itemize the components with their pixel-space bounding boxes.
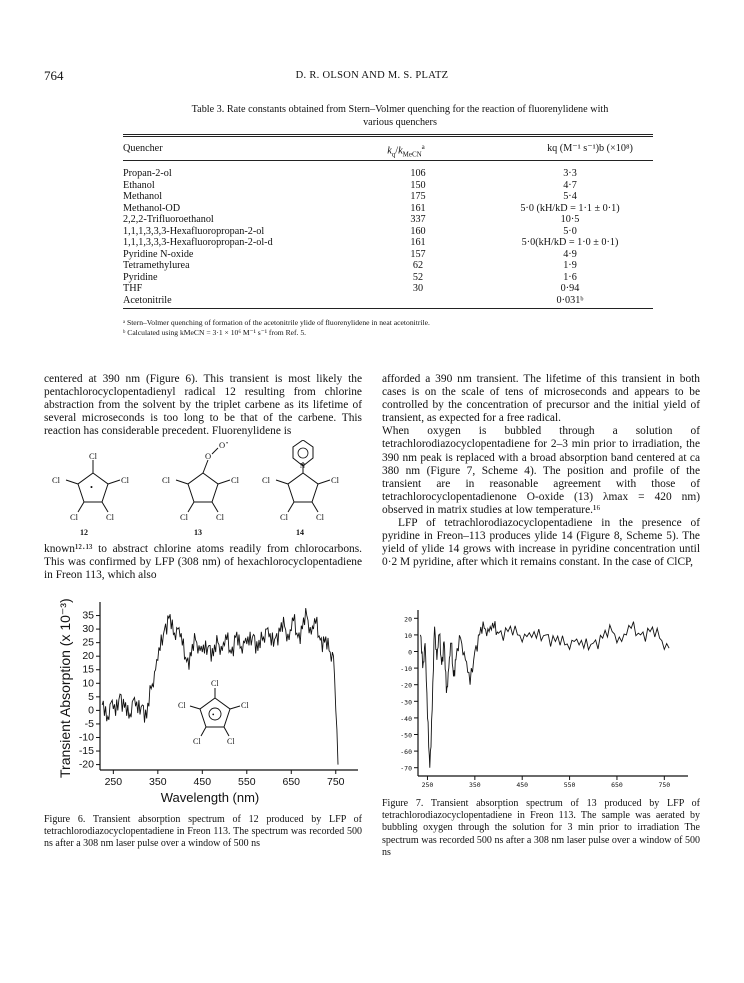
table-row bbox=[123, 226, 663, 238]
y-tick-label: -50 bbox=[400, 731, 412, 740]
table-caption-line2: various quenchers bbox=[363, 116, 437, 128]
right-para3: LFP of tetrachlorodiazocyclopentadiene in the presence of pyridine in Freon–113 produces ylide 14 (Figure 8, Scheme 5). The yield of ylide 14 grows with increase in pyridine concentration until 0·2 M pyridine, after which it remains constant. In the case of ClCP, bbox=[382, 517, 700, 569]
ratio-cell: 62 bbox=[412, 260, 424, 271]
table-bottom-rule bbox=[123, 308, 653, 309]
x-tick-label: 750 bbox=[658, 781, 671, 789]
right-para2: When oxygen is bubbled through a solution of tetrachlorodiazocyclopentadiene for 2–3 min prior to irradiation, the 390 nm peak is replaced with a broad absorption band centered at ca 380 nm (Figure 7, Scheme 4). The position and profile of the transient are in reasonable agreement with those of tetrachlorocyclopentadienone O-oxide (13) λmax = 420 nm) observed in matrix studies at low temperature.¹⁶ bbox=[382, 425, 700, 516]
figure-7-caption bbox=[382, 798, 700, 859]
table-row bbox=[123, 260, 663, 272]
table-row bbox=[123, 180, 663, 192]
fig6-inset-structure bbox=[178, 679, 249, 746]
atom-cl: Cl bbox=[216, 512, 225, 522]
rate-table bbox=[123, 168, 663, 306]
atom-cl: Cl bbox=[121, 475, 130, 485]
y-tick-label: 25 bbox=[82, 636, 94, 649]
x-tick-label: 350 bbox=[468, 781, 481, 789]
left-para1: centered at 390 nm (Figure 6). This transient is most likely the pentachlorocyclopentadienyl radical 12 resulting from chlorine abstraction from the solvent by the triplet carbene as its lifetime of several microseconds is too long to be that of the carbene. This reaction has considerable precedent. Fluorenylidene is bbox=[44, 373, 362, 438]
left-column-para2 bbox=[44, 543, 362, 582]
ratio-cell bbox=[359, 295, 477, 307]
kq-cell: 5·0(kH/kD = 1·0 ± 0·1) bbox=[521, 237, 619, 248]
chemical-structures bbox=[48, 440, 358, 540]
y-tick-label: -10 bbox=[78, 731, 94, 744]
fig7-caption-text: Figure 7. Transient absorption spectrum of 13 produced by LFP of tetrachlorodiazocyclopentadiene in Freon 113. The sample was aerated by bubbling oxygen through the solution for 3 min prior to irradiation The spectrum was recorded 500 ns after a 308 nm laser pulse over a window of 500 ns bbox=[382, 798, 700, 858]
kq-cell: 0·94 bbox=[560, 283, 580, 294]
right-para1: afforded a 390 nm transient. The lifetime of this transient in both cases is on the scale of tens of microseconds and appears to be controlled by the concentration of precursor and the initial yield of transient, as expected for a free radical. bbox=[382, 373, 700, 425]
y-tick-label: -20 bbox=[78, 758, 94, 771]
table-row bbox=[123, 214, 663, 226]
atom-cl: Cl bbox=[180, 512, 189, 522]
atom-cl: Cl bbox=[52, 475, 61, 485]
atom-cl: Cl bbox=[231, 475, 240, 485]
ratio-cell: 337 bbox=[410, 214, 426, 225]
y-tick-label: -5 bbox=[84, 717, 94, 730]
label-14: 14 bbox=[296, 528, 304, 537]
x-tick-label: 250 bbox=[421, 781, 434, 789]
atom-cl: Cl bbox=[227, 737, 235, 746]
fig6-ylabel: Transient Absorption (x 10⁻³) bbox=[57, 598, 73, 778]
y-tick-label: -10 bbox=[400, 665, 412, 674]
y-tick-label: -15 bbox=[78, 745, 94, 758]
y-tick-label: -30 bbox=[400, 698, 412, 707]
table-row bbox=[123, 203, 663, 215]
table-body bbox=[123, 168, 663, 306]
inset-radical: • bbox=[212, 711, 215, 719]
y-tick-label: 35 bbox=[82, 609, 94, 622]
ratio-cell: 157 bbox=[410, 248, 426, 260]
quencher-cell: Methanol-OD bbox=[123, 202, 181, 214]
x-tick-label: 650 bbox=[282, 776, 301, 788]
y-tick-label: 10 bbox=[404, 631, 412, 640]
structure-12 bbox=[52, 451, 130, 522]
kq-cell: 4·9 bbox=[563, 248, 577, 260]
atom-cl: Cl bbox=[316, 512, 325, 522]
quencher-cell: Pyridine bbox=[123, 271, 158, 283]
y-tick-label: 15 bbox=[82, 663, 94, 676]
left-para2: known¹²·¹³ to abstract chlorine atoms readily from chlorocarbons. This was confirmed by LFP (308 nm) of hexachlorocyclopentadiene in Freon 113, which also bbox=[44, 543, 362, 582]
atom-n: N bbox=[300, 462, 306, 470]
x-tick-label: 750 bbox=[326, 776, 345, 788]
table-caption-line1: Table 3. Rate constants obtained from Stern–Volmer quenching for the reaction of fluorenylidene with bbox=[191, 104, 609, 115]
y-tick-label: 20 bbox=[82, 650, 94, 663]
ratio-cell: 175 bbox=[410, 191, 426, 202]
spectrum-line bbox=[102, 608, 338, 765]
quencher-cell: Pyridine N-oxide bbox=[123, 248, 194, 260]
atom-cl: Cl bbox=[331, 475, 340, 485]
y-tick-label: 10 bbox=[82, 677, 94, 690]
table-row bbox=[123, 237, 663, 249]
kq-cell: 1·6 bbox=[563, 271, 577, 283]
footnote-b: ᵇ Calculated using kMeCN = 3·1 × 10⁶ M⁻¹ s⁻¹ from Ref. 5. bbox=[123, 328, 307, 337]
quencher-cell: Acetonitrile bbox=[123, 294, 172, 306]
y-tick-label: -20 bbox=[400, 681, 412, 690]
kq-cell: 5·0 (kH/kD = 1·1 ± 0·1) bbox=[520, 202, 620, 214]
ratio-cell: 106 bbox=[410, 168, 426, 179]
kq-cell: 5·0 bbox=[563, 225, 577, 237]
ratio-cell: 30 bbox=[412, 283, 424, 294]
left-column-para1 bbox=[44, 373, 362, 438]
kq-cell: 0·031ᵇ bbox=[556, 294, 584, 306]
atom-o: O bbox=[219, 440, 226, 450]
table-row bbox=[123, 272, 663, 284]
y-tick-label: 30 bbox=[82, 623, 94, 636]
x-tick-label: 650 bbox=[611, 781, 623, 789]
quencher-cell: 1,1,1,3,3,3-Hexafluoropropan-2-ol-d bbox=[123, 237, 273, 248]
x-tick-label: 350 bbox=[149, 776, 167, 788]
label-12: 12 bbox=[80, 528, 88, 537]
y-tick-label: 0 bbox=[408, 648, 412, 657]
figure-7-chart bbox=[388, 600, 698, 790]
y-tick-label: -60 bbox=[400, 748, 412, 757]
quencher-cell: Propan-2-ol bbox=[123, 168, 172, 179]
table-header-rule bbox=[123, 160, 653, 161]
table-top-rule bbox=[123, 134, 653, 135]
atom-cl: Cl bbox=[280, 512, 289, 522]
table-col-kq: kq (M⁻¹ s⁻¹)b (×10⁸) bbox=[547, 143, 633, 154]
table-row bbox=[123, 295, 663, 307]
x-tick-label: 450 bbox=[193, 776, 212, 788]
quencher-cell: 2,2,2-Trifluoroethanol bbox=[123, 214, 214, 225]
radical-dot: • bbox=[90, 482, 93, 492]
table-row bbox=[123, 249, 663, 261]
x-tick-label: 550 bbox=[563, 781, 576, 789]
table-row bbox=[123, 191, 663, 203]
table-col-quencher: Quencher bbox=[123, 143, 163, 154]
atom-cl: Cl bbox=[262, 475, 271, 485]
atom-cl: Cl bbox=[162, 475, 171, 485]
y-tick-label: 0 bbox=[88, 704, 94, 717]
figure-6-chart bbox=[40, 590, 370, 805]
table-top-rule-2 bbox=[123, 136, 653, 137]
y-tick-label: 5 bbox=[88, 690, 94, 703]
y-tick-label: 20 bbox=[404, 615, 412, 624]
y-tick-label: -40 bbox=[400, 714, 412, 723]
o-radical: • bbox=[226, 441, 229, 447]
structure-14 bbox=[262, 440, 340, 522]
x-tick-label: 250 bbox=[104, 776, 123, 788]
ratio-cell: 161 bbox=[410, 202, 426, 214]
kq-cell: 1·9 bbox=[563, 260, 577, 271]
running-head: D. R. OLSON AND M. S. PLATZ bbox=[295, 70, 449, 81]
ratio-cell: 160 bbox=[410, 225, 426, 237]
quencher-cell: Ethanol bbox=[123, 179, 155, 191]
spectrum-line bbox=[420, 621, 669, 768]
right-column bbox=[382, 373, 700, 569]
table-footnotes bbox=[123, 318, 683, 338]
x-tick-label: 550 bbox=[238, 776, 256, 788]
table-caption bbox=[100, 104, 700, 129]
quencher-cell: Methanol bbox=[123, 191, 163, 202]
y-tick-label: -70 bbox=[400, 764, 412, 773]
quencher-cell: Tetramethylurea bbox=[123, 260, 190, 271]
quencher-cell: THF bbox=[123, 283, 143, 294]
quencher-cell: 1,1,1,3,3,3-Hexafluoropropan-2-ol bbox=[123, 225, 265, 237]
kq-cell: 3·3 bbox=[563, 168, 577, 179]
ratio-cell: 161 bbox=[410, 237, 426, 248]
structure-13 bbox=[162, 440, 240, 522]
fig6-xlabel: Wavelength (nm) bbox=[160, 790, 260, 805]
atom-cl: Cl bbox=[193, 737, 201, 746]
kq-cell: 5·4 bbox=[563, 191, 577, 202]
atom-o: O bbox=[205, 451, 212, 461]
table-row bbox=[123, 283, 663, 295]
footnote-a: ᵃ Stern–Volmer quenching of formation of the acetonitrile ylide of fluorenylidene in neat acetonitrile. bbox=[123, 318, 430, 327]
table-col-ratio: $k_q/k_{MeCN}^a$ bbox=[387, 143, 425, 159]
atom-cl: Cl bbox=[70, 512, 79, 522]
fig6-caption-text: Figure 6. Transient absorption spectrum of 12 produced by LFP of tetrachlorodiazocyclopentadiene in Freon 113. The spectrum was recorded 500 ns after a 308 nm laser pulse over a window of 500 ns bbox=[44, 814, 362, 850]
x-tick-label: 450 bbox=[516, 781, 529, 789]
atom-cl: Cl bbox=[89, 451, 98, 461]
atom-cl: Cl bbox=[241, 701, 249, 710]
atom-cl: Cl bbox=[178, 701, 186, 710]
figure-6-caption bbox=[44, 814, 362, 851]
table-row bbox=[123, 168, 663, 180]
kq-cell: 10·5 bbox=[560, 214, 580, 225]
label-13: 13 bbox=[194, 528, 202, 537]
ratio-cell: 52 bbox=[412, 271, 424, 283]
page-number: 764 bbox=[44, 68, 64, 83]
atom-cl: Cl bbox=[211, 679, 219, 688]
ratio-cell: 150 bbox=[410, 179, 426, 191]
atom-cl: Cl bbox=[106, 512, 115, 522]
kq-cell: 4·7 bbox=[563, 179, 577, 191]
